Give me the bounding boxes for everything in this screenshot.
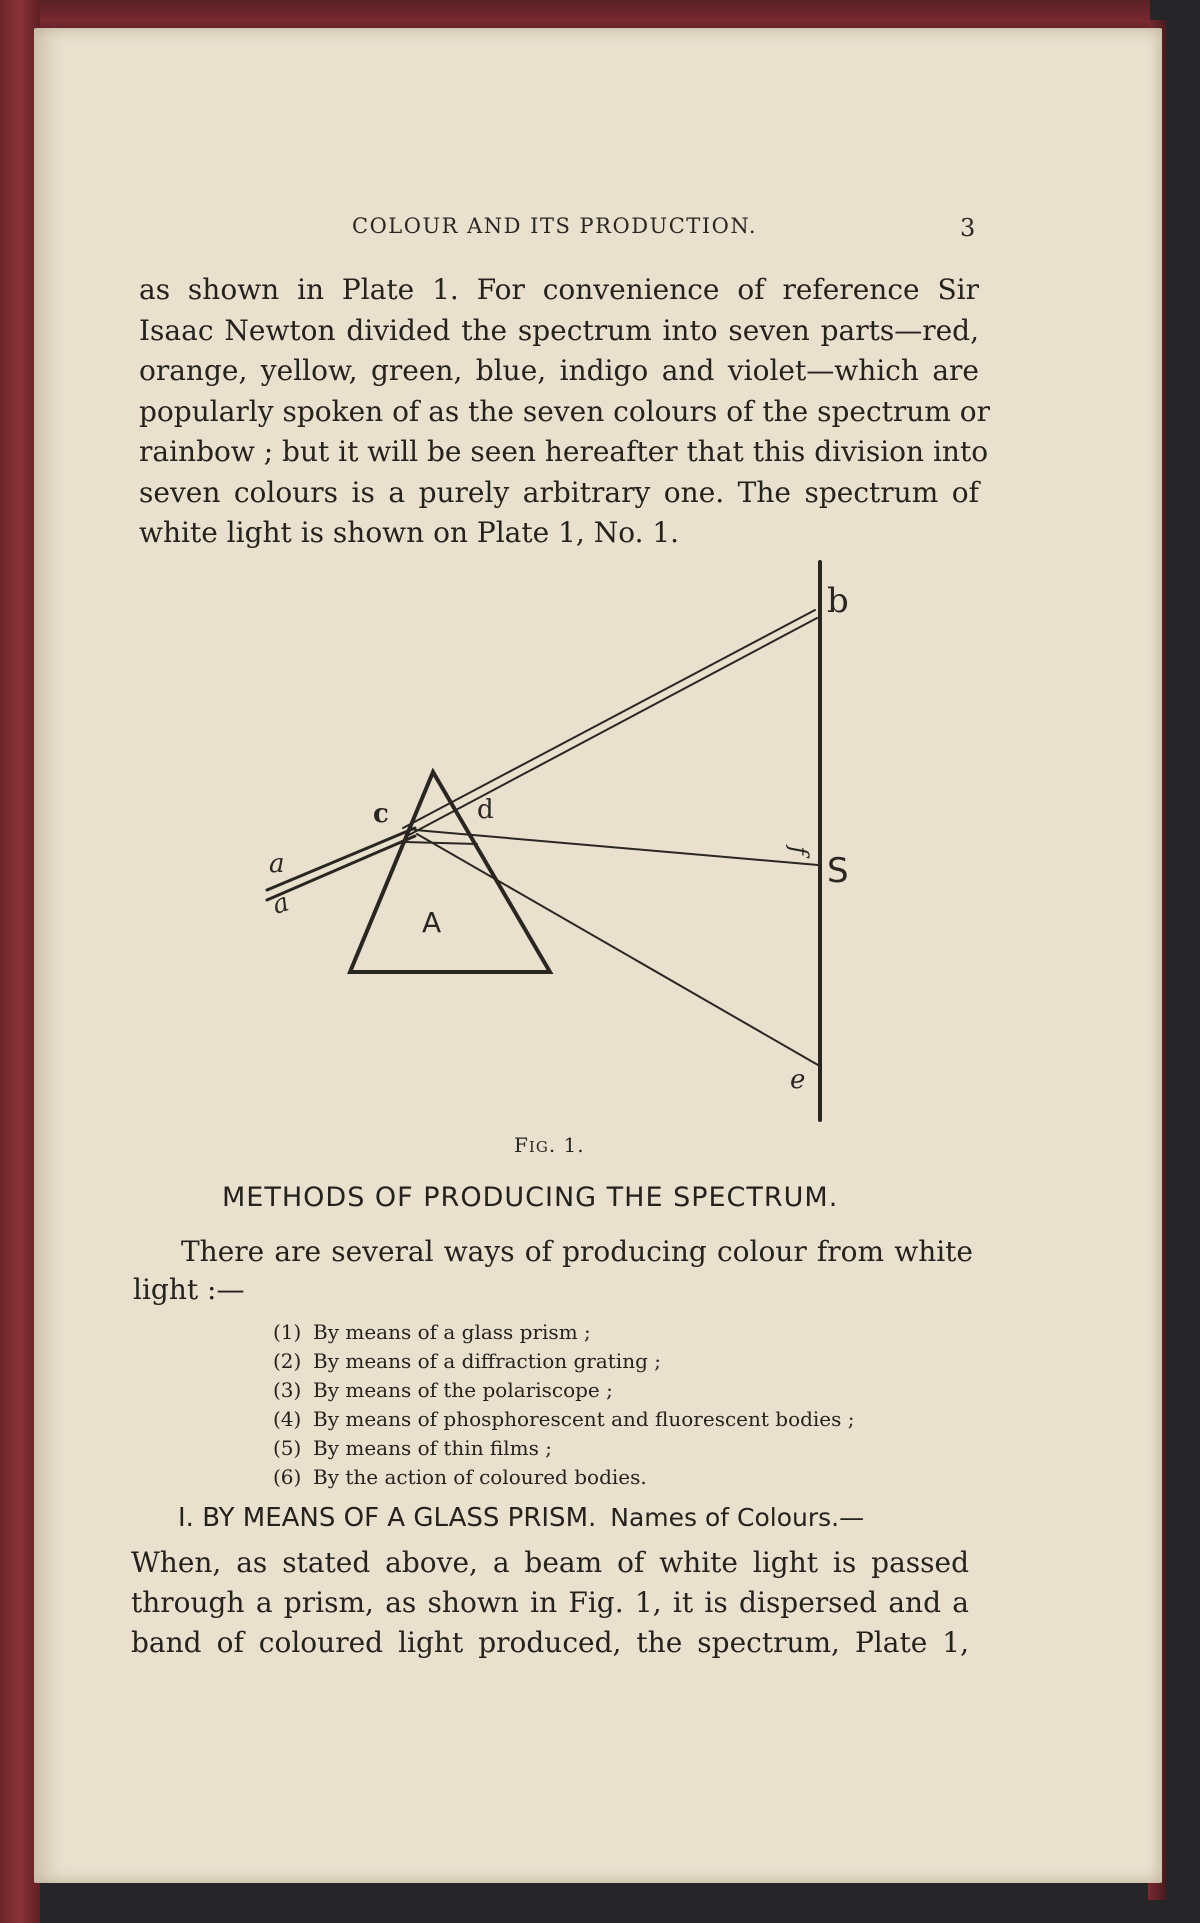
label-a-upper: a [269, 849, 285, 879]
text-line: orange, yellow, green, blue, indigo and violet—which are [139, 354, 979, 387]
refracted-ray-to-e [417, 834, 818, 1065]
label-b: b [827, 581, 849, 621]
list-item [273, 1405, 855, 1434]
list-number: (1) [273, 1320, 302, 1344]
methods-list [273, 1318, 855, 1492]
label-f: f [785, 846, 813, 855]
list-item [273, 1463, 855, 1492]
list-text: By means of a diffraction grating ; [313, 1349, 661, 1373]
text-line: light :— [133, 1273, 245, 1306]
caption-smallcaps: IG [528, 1138, 549, 1156]
label-a-lower: a [268, 887, 293, 921]
section-heading: METHODS OF PRODUCING THE SPECTRUM. [222, 1182, 839, 1213]
label-s: S [827, 851, 849, 891]
text-line: white light is shown on Plate 1, No. 1. [139, 516, 680, 549]
text-line: as shown in Plate 1. For convenience of reference Sir [139, 273, 979, 306]
paragraph-1 [139, 270, 990, 554]
list-item [273, 1347, 855, 1376]
list-item [273, 1434, 855, 1463]
subsection-subtitle: Names of Colours.— [610, 1503, 865, 1532]
text-line: seven colours is a purely arbitrary one. The spectrum of [139, 475, 979, 509]
text-line: band of coloured light produced, the spectrum, Plate 1, [131, 1626, 969, 1659]
reflected-ray-upper [403, 610, 815, 828]
list-text: By means of a glass prism ; [313, 1320, 591, 1344]
list-number: (6) [273, 1465, 302, 1489]
paragraph-3 [131, 1543, 969, 1663]
page-number: 3 [960, 214, 976, 242]
paragraph-2 [133, 1233, 973, 1309]
text-line: Isaac Newton divided the spectrum into seven parts—red, [139, 313, 979, 347]
subsection-heading [178, 1503, 864, 1533]
label-d: d [477, 795, 494, 825]
figure-caption [514, 1133, 585, 1157]
incident-ray-upper [267, 828, 415, 890]
text-line: through a prism, as shown in Fig. 1, it is dispersed and a [131, 1586, 969, 1619]
running-title: COLOUR AND ITS PRODUCTION. [352, 214, 758, 238]
list-text: By means of thin films ; [313, 1436, 552, 1460]
label-e: e [790, 1065, 806, 1095]
running-header [0, 214, 1200, 244]
list-text: By means of the polariscope ; [313, 1378, 613, 1402]
label-c: c [373, 799, 389, 829]
prism-dispersion-figure [255, 560, 875, 1125]
subsection-title: I. BY MEANS OF A GLASS PRISM. [178, 1503, 597, 1533]
label-prism-a: A [422, 906, 442, 939]
text-line: rainbow ; but it will be seen hereafter that this division into [139, 435, 989, 468]
text-line: When, as stated above, a beam of white light is passed [131, 1546, 969, 1579]
ray-segment-cd [405, 842, 477, 844]
list-item [273, 1376, 855, 1405]
list-text: By the action of coloured bodies. [313, 1465, 647, 1489]
reflected-ray-lower [407, 618, 817, 836]
text-line: popularly spoken of as the seven colours of the spectrum or [139, 394, 990, 428]
list-text: By means of phosphorescent and fluorescent bodies ; [313, 1407, 855, 1431]
caption-number: . 1. [548, 1133, 585, 1157]
text-line: There are several ways of producing colour from white [181, 1235, 973, 1268]
list-number: (3) [273, 1378, 302, 1402]
list-number: (2) [273, 1349, 302, 1373]
list-item [273, 1318, 855, 1347]
caption-prefix: F [514, 1133, 529, 1157]
list-number: (5) [273, 1436, 302, 1460]
list-number: (4) [273, 1407, 302, 1431]
